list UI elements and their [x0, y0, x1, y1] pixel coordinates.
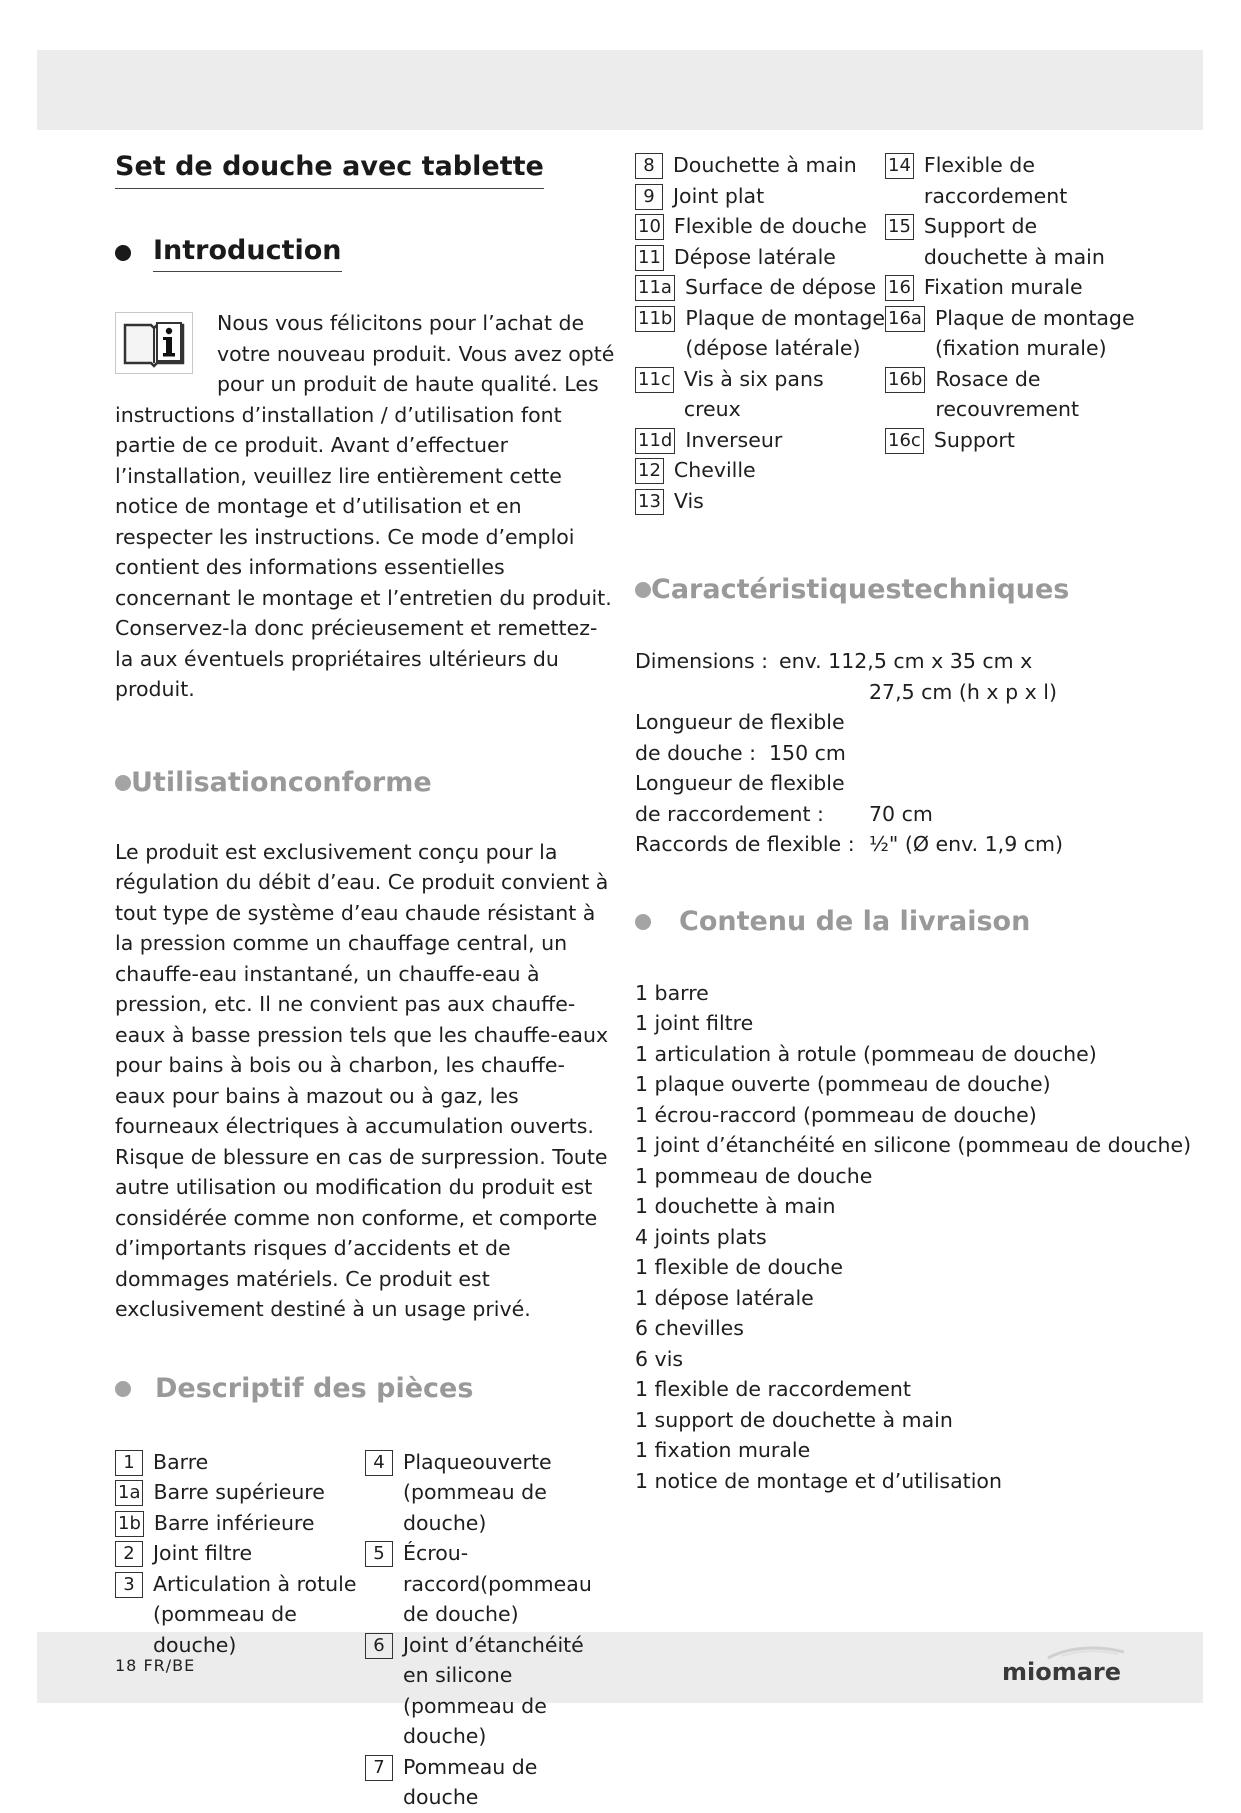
part-item — [635, 181, 885, 212]
part-number: 8 — [635, 153, 663, 179]
spec-label: Longueur de flexible — [635, 771, 845, 795]
part-number: 9 — [635, 184, 663, 210]
spec-row-shower-hose-label — [635, 707, 1195, 738]
part-label: Fixation murale — [923, 275, 1083, 299]
part-label: Flexible de raccordement — [923, 153, 1068, 208]
list-item: 1 dépose latérale — [635, 1285, 814, 1310]
parts-col-d — [885, 150, 1145, 516]
part-item — [365, 1538, 615, 1630]
part-label: Écrou-raccord(pommeau de douche) — [403, 1541, 592, 1626]
spec-value: 70 cm — [869, 801, 933, 826]
part-item — [885, 303, 1145, 364]
part-item — [635, 211, 885, 242]
part-number: 16b — [885, 367, 925, 393]
part-number: 7 — [365, 1755, 393, 1781]
parts-list-left — [115, 1447, 615, 1813]
intro-text: Nous vous félicitons pour l’achat de votre nouveau produit. Vous avez opté pour un produit de haute qualité. Les instructions d’installation / d’utilisation font partie de ce produit. Avant d’effectuer l’installation, veuillez lire entièrement cette notice de montage et d’utilisation et en respecter les instructions. Ce mode d’emploi contient des informations essentielles concernant le montage et l’entretien du produit. Conservez-la donc précieusement et remettez-la aux éventuels propriétaires ultérieurs du produit. — [115, 311, 615, 701]
bullet-icon — [635, 582, 651, 598]
part-number: 14 — [885, 153, 914, 179]
part-item — [115, 1569, 365, 1661]
part-label: Support de douchette à main — [923, 214, 1105, 269]
part-item — [365, 1630, 615, 1752]
part-label: Cheville — [673, 458, 756, 482]
part-label: Plaqueouverte (pommeau de douche) — [403, 1449, 552, 1535]
specs-title: Caractéristiquestechniques — [651, 574, 1070, 605]
part-item — [885, 364, 1145, 425]
spec-label: Raccords de flexible : — [635, 832, 855, 856]
part-label: Pommeau de douche — [403, 1754, 538, 1809]
part-number: 11a — [635, 275, 675, 301]
part-item — [115, 1477, 365, 1508]
part-label: Plaque de montage (dépose latérale) — [685, 305, 885, 360]
right-column — [635, 140, 1195, 1496]
spec-value: 150 cm — [769, 740, 846, 765]
bullet-icon — [115, 775, 131, 791]
part-label: Joint d’étanchéité en silicone (pommeau de douche) — [403, 1632, 584, 1748]
intro-heading — [115, 233, 615, 272]
spec-label: de douche : — [635, 740, 756, 765]
parts-col-a — [115, 1447, 365, 1813]
part-number: 6 — [365, 1633, 393, 1659]
list-item: 1 joint d’étanchéité en silicone (pommeau de douche) — [635, 1133, 1192, 1157]
delivery-title: Contenu de la livraison — [679, 905, 1031, 937]
part-item — [365, 1752, 615, 1813]
page-title: Set de douche avec tablette — [115, 149, 544, 189]
spec-row-conn-hose — [635, 799, 1195, 830]
part-item — [885, 211, 1145, 272]
bullet-icon — [115, 245, 131, 261]
part-label: Dépose latérale — [673, 244, 836, 269]
part-number: 10 — [635, 214, 664, 240]
spec-row-fittings — [635, 829, 1195, 860]
list-item: 4 joints plats — [635, 1224, 767, 1249]
spec-row-conn-hose-label — [635, 768, 1195, 799]
part-item — [365, 1447, 615, 1539]
usage-text: Le produit est exclusivement conçu pour la régulation du débit d’eau. Ce produit convient à tout type de système d’eau chaude résistant à la pression comme un chauffage central, un chauffe-eau instantané, un chauffe-eau à pression, etc. Il ne convient pas aux chauffe-eaux à basse pression tels que les chauffe-eaux pour bains à bois ou à charbon, les chauffe-eaux pour bains à mazout ou à gaz, les fourneaux électriques à accumulation ouverts. Risque de blessure en cas de surpression. Toute autre utilisation ou modification du produit est considérée comme non conforme, et comporte d’importants risques d’accidents et de dommages matériels. Ce produit est exclusivement destiné à un usage privé. — [115, 839, 609, 1321]
part-number: 15 — [885, 214, 914, 240]
spec-label: de raccordement : — [635, 801, 824, 826]
part-number: 13 — [635, 489, 664, 515]
part-number: 2 — [115, 1541, 143, 1567]
list-item: 1 écrou-raccord (pommeau de douche) — [635, 1102, 1037, 1127]
part-item — [885, 425, 1145, 456]
part-number: 16a — [885, 306, 925, 332]
part-item — [115, 1447, 365, 1478]
miomare-logo — [1000, 1640, 1130, 1690]
usage-title: Utilisationconforme — [131, 766, 432, 798]
part-item — [635, 272, 885, 303]
list-item: 1 fixation murale — [635, 1438, 811, 1462]
spec-row-shower-hose — [635, 738, 1195, 769]
footer-page-label: 18 FR/BE — [115, 1656, 196, 1675]
part-label: Vis à six pans creux — [683, 366, 824, 421]
part-number: 5 — [365, 1541, 393, 1567]
part-number: 11b — [635, 306, 675, 332]
part-number: 1b — [115, 1511, 144, 1537]
parts-title: Descriptif des pièces — [155, 1372, 474, 1404]
part-number: 3 — [115, 1572, 143, 1598]
bullet-icon — [115, 1381, 131, 1397]
part-label: Plaque de montage (fixation murale) — [934, 305, 1135, 360]
parts-heading — [115, 1371, 615, 1407]
spec-value: ½" (Ø env. 1,9 cm) — [869, 832, 1063, 856]
part-item — [635, 425, 885, 456]
part-item — [885, 150, 1145, 211]
list-item: 1 articulation à rotule (pommeau de douche) — [635, 1041, 1097, 1066]
part-number: 11c — [635, 367, 674, 393]
part-item — [635, 364, 885, 425]
specs-heading — [635, 572, 1195, 608]
part-number: 16 — [885, 275, 914, 301]
part-label: Articulation à rotule (pommeau de douche) — [153, 1571, 357, 1657]
list-item: 6 chevilles — [635, 1316, 744, 1340]
list-item: 1 support de douchette à main — [635, 1407, 953, 1432]
part-number: 1a — [115, 1480, 143, 1506]
part-label: Surface de dépose — [684, 275, 877, 299]
part-number: 1 — [115, 1450, 143, 1476]
list-item: 1 plaque ouverte (pommeau de douche) — [635, 1072, 1051, 1096]
list-item: 1 pommeau de douche — [635, 1163, 873, 1188]
part-item — [115, 1508, 365, 1539]
parts-col-c — [635, 150, 885, 516]
intro-section — [115, 308, 615, 705]
spec-value: 27,5 cm (h x p x l) — [869, 679, 1057, 704]
part-label: Flexible de douche — [673, 214, 867, 238]
part-label: Vis — [673, 488, 704, 513]
part-item — [635, 150, 885, 181]
list-item: 1 barre — [635, 980, 709, 1005]
part-label: Barre supérieure — [153, 1480, 325, 1504]
part-label: Joint filtre — [153, 1541, 253, 1565]
list-item: 1 notice de montage et d’utilisation — [635, 1468, 1002, 1493]
part-label: Support — [933, 427, 1015, 452]
part-label: Douchette à main — [673, 153, 857, 177]
part-number: 12 — [635, 458, 664, 484]
list-item: 1 joint filtre — [635, 1011, 754, 1035]
part-item — [635, 242, 885, 273]
parts-list-right — [635, 150, 1195, 516]
part-label: Inverseur — [685, 427, 783, 452]
list-item: 1 douchette à main — [635, 1194, 836, 1218]
part-item — [635, 303, 885, 364]
part-item — [885, 272, 1145, 303]
part-number: 11 — [635, 245, 664, 271]
part-label: Joint plat — [673, 183, 765, 208]
part-label: Barre — [153, 1449, 209, 1474]
spec-row-dimensions-cont — [635, 677, 1195, 708]
intro-title: Introduction — [153, 233, 342, 272]
list-item: 1 flexible de raccordement — [635, 1377, 911, 1401]
list-item: 1 flexible de douche — [635, 1255, 843, 1279]
list-item: 6 vis — [635, 1346, 684, 1371]
parts-col-b — [365, 1447, 615, 1813]
spec-row-dimensions — [635, 646, 1195, 677]
logo-text: miomare — [1002, 1658, 1122, 1686]
spec-value: env. 112,5 cm x 35 cm x — [779, 649, 1033, 673]
header-band — [37, 50, 1203, 130]
spec-label: Dimensions : — [635, 649, 769, 673]
part-item — [635, 486, 885, 517]
delivery-list — [635, 978, 1195, 1497]
info-book-icon — [115, 312, 193, 374]
bullet-icon — [635, 914, 651, 930]
usage-heading — [115, 765, 615, 801]
part-number: 4 — [365, 1450, 393, 1476]
part-label: Barre inférieure — [153, 1510, 315, 1535]
part-item — [115, 1538, 365, 1569]
part-number: 11d — [635, 428, 675, 454]
spec-label: Longueur de flexible — [635, 710, 845, 734]
left-column — [115, 140, 615, 1813]
delivery-heading — [635, 904, 1195, 940]
part-label: Rosace de recouvrement — [935, 366, 1080, 421]
part-number: 16c — [885, 428, 924, 454]
part-item — [635, 455, 885, 486]
specs-table — [635, 646, 1195, 860]
